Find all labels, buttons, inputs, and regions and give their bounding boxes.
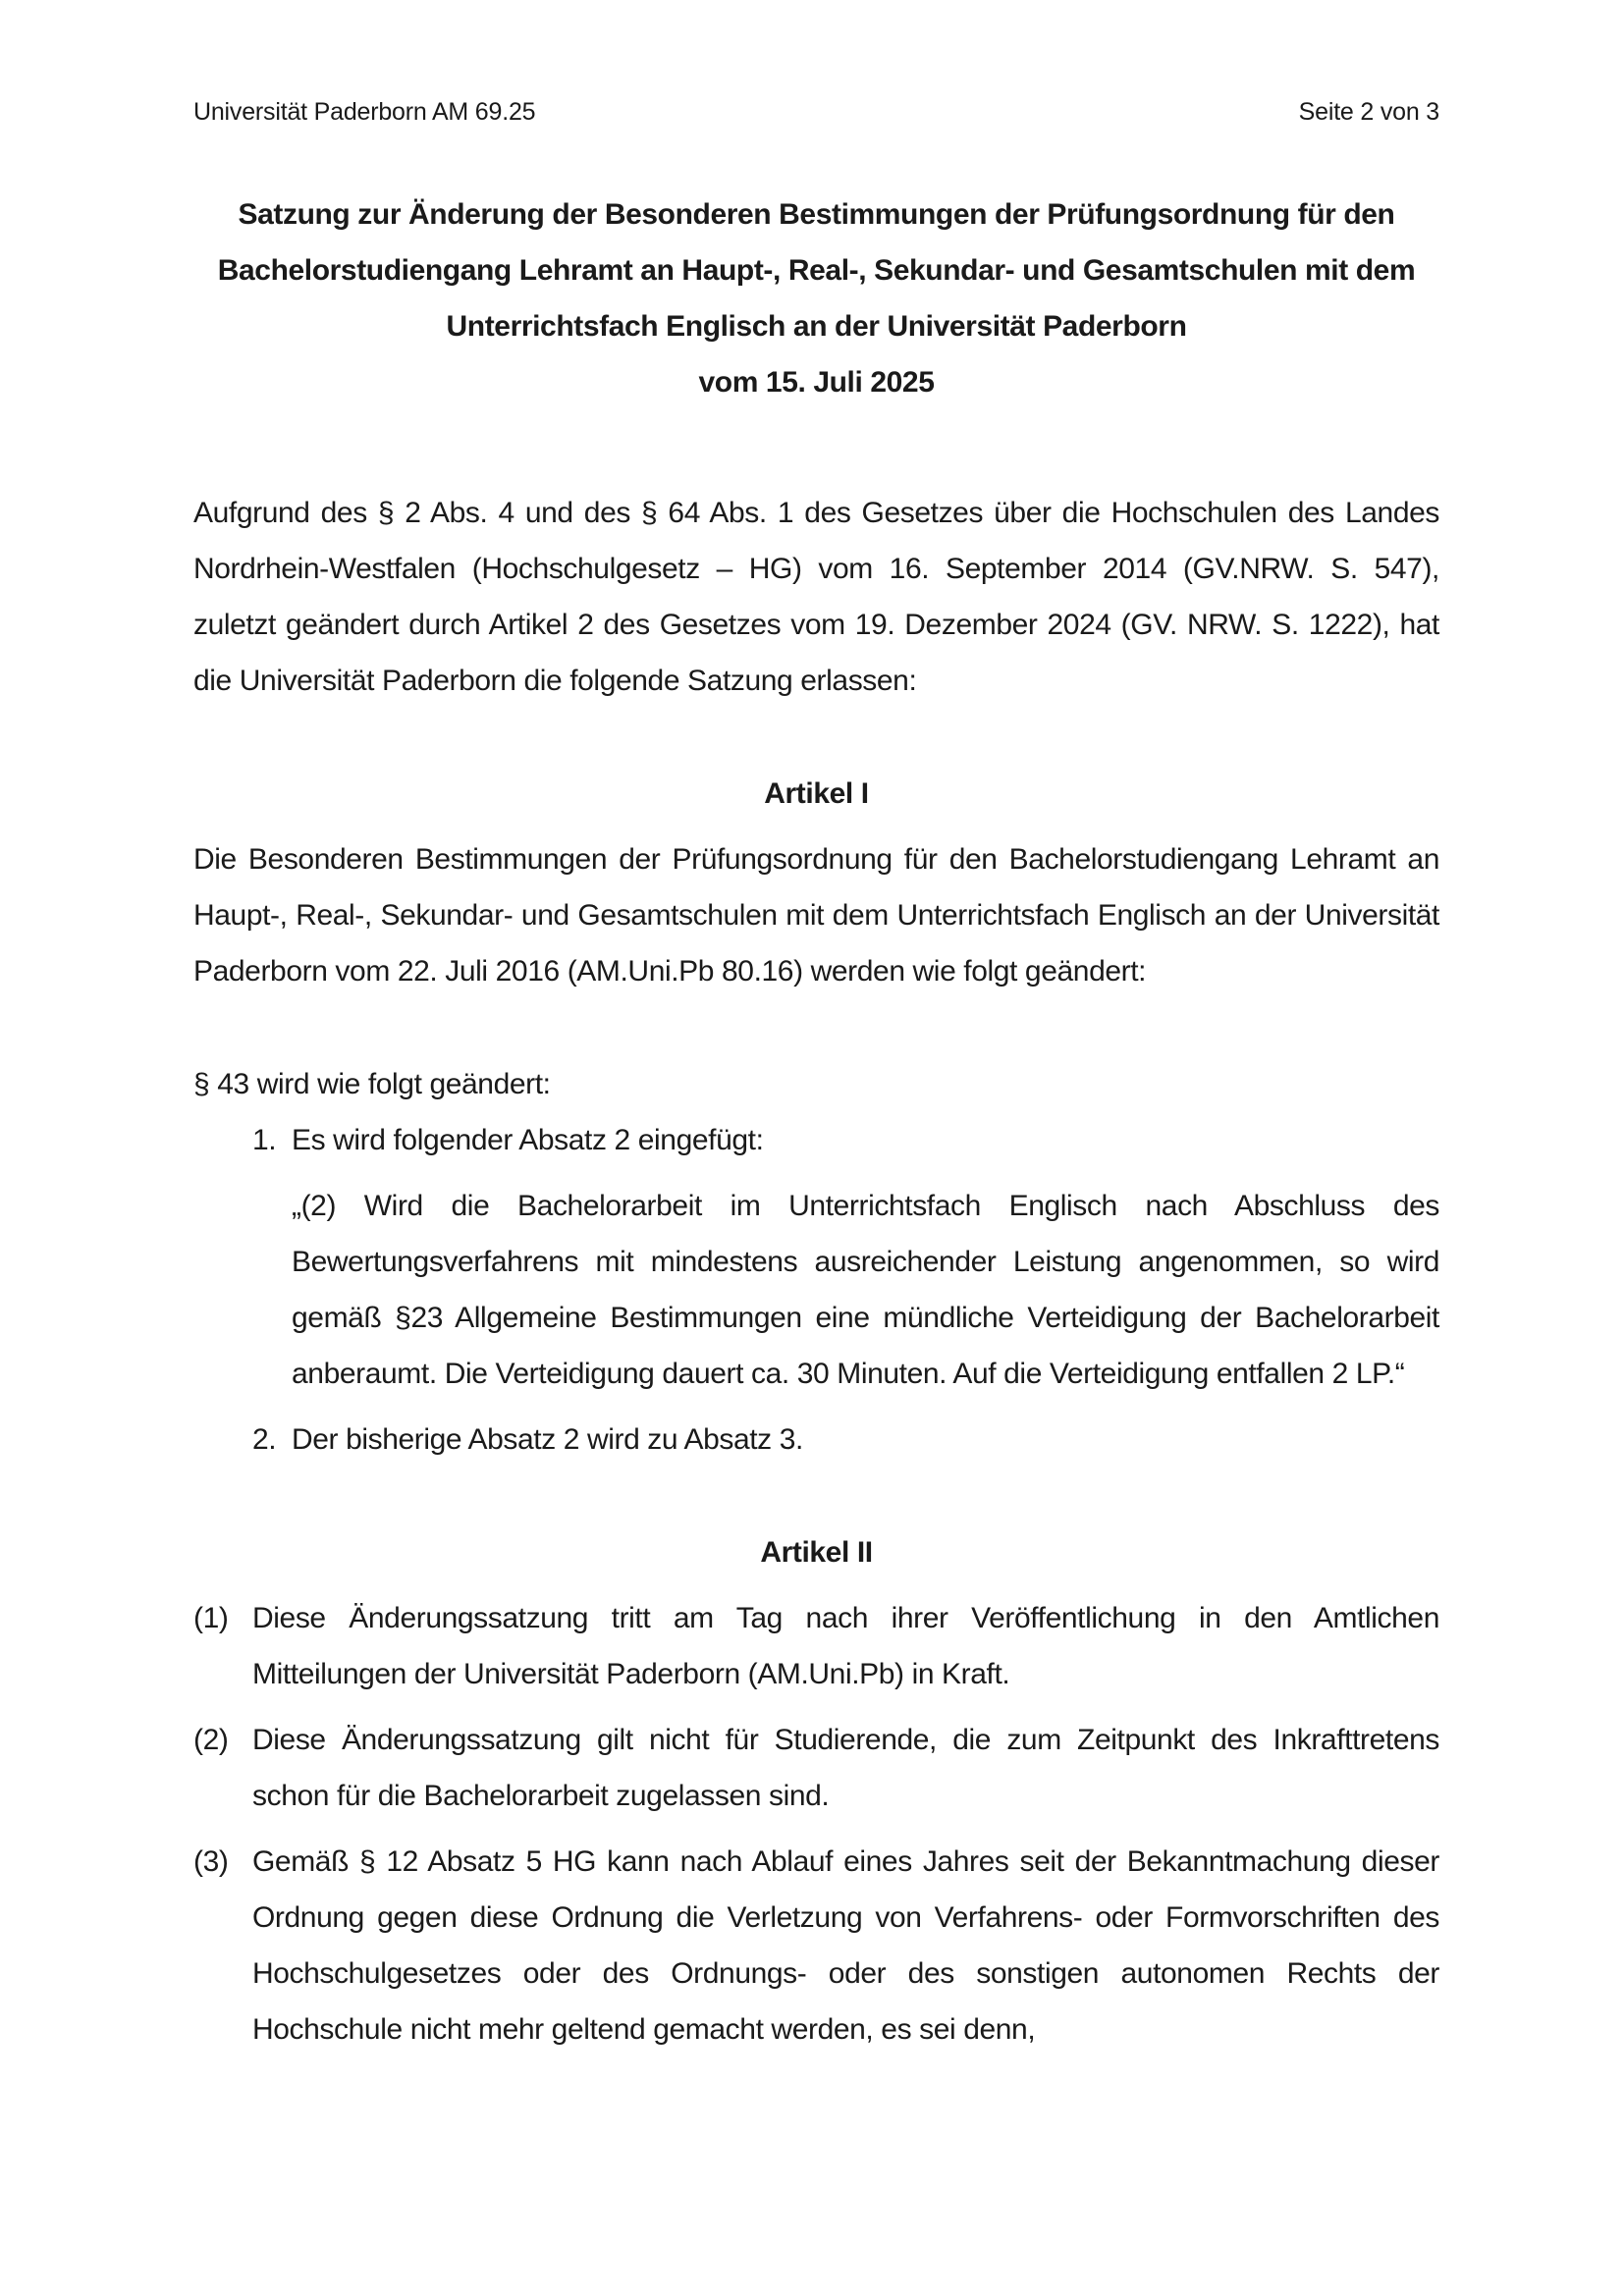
title-line-1: Satzung zur Änderung der Besonderen Bestimmungen der Prüfungsordnung für den xyxy=(238,198,1395,231)
document-body xyxy=(193,187,1439,2057)
artikel-2-paragraph xyxy=(193,1712,1439,1824)
list-item-number: 2. xyxy=(252,1423,277,1456)
paragraph-number: (2) xyxy=(193,1724,229,1756)
paragraph-number: (3) xyxy=(193,1845,229,1878)
preamble-paragraph: Aufgrund des § 2 Abs. 4 und des § 64 Abs. 1 des Gesetzes über die Hochschulen des Landes Nordrhein-Westfalen (Hochschulgesetz – HG) vom 16. September 2014 (GV.NRW. S. 547), zuletzt geändert durch Artikel 2 des Gesetzes vom 19. Dezember 2024 (GV. NRW. S. 1222), hat die Universität Paderborn die folgende Satzung erlassen: xyxy=(193,497,1439,697)
list-item xyxy=(193,1112,1439,1168)
artikel-2-paragraph xyxy=(193,1590,1439,1702)
inserted-paragraph-quote: „(2) Wird die Bachelorarbeit im Unterrichtsfach Englisch nach Abschluss des Bewertungsverfahrens mit mindestens ausreichender Leistung angenommen, so wird gemäß §23 Allgemeine Bestimmungen eine mündliche Verteidigung der Bachelorarbeit anberaumt. Die Verteidigung dauert ca. 30 Minuten. Auf die Verteidigung entfallen 2 LP.“ xyxy=(292,1190,1439,1390)
artikel-1-heading: Artikel I xyxy=(764,777,869,810)
list-item xyxy=(193,1412,1439,1468)
section-43-intro: § 43 wird wie folgt geändert: xyxy=(193,1068,551,1100)
page-header xyxy=(193,98,1439,127)
paragraph-text: Diese Änderungssatzung tritt am Tag nach ihrer Veröffentlichung in den Amtlichen Mitteilungen der Universität Paderborn (AM.Uni.Pb) in Kraft. xyxy=(252,1602,1439,1690)
paragraph-text: Diese Änderungssatzung gilt nicht für Studierende, die zum Zeitpunkt des Inkrafttretens schon für die Bachelorarbeit zugelassen sind. xyxy=(252,1724,1439,1812)
title-line-3: Unterrichtsfach Englisch an der Universität Paderborn xyxy=(446,310,1187,343)
document-date: vom 15. Juli 2025 xyxy=(698,366,935,399)
paragraph-number: (1) xyxy=(193,1602,229,1634)
header-document-id: Universität Paderborn AM 69.25 xyxy=(193,98,536,126)
title-line-2: Bachelorstudiengang Lehramt an Haupt-, Real-, Sekundar- und Gesamtschulen mit dem xyxy=(217,254,1416,287)
list-item-text: Der bisherige Absatz 2 wird zu Absatz 3. xyxy=(292,1423,803,1456)
artikel-2-heading: Artikel II xyxy=(760,1536,873,1569)
list-item-text: Es wird folgender Absatz 2 eingefügt: xyxy=(292,1124,764,1156)
paragraph-text: Gemäß § 12 Absatz 5 HG kann nach Ablauf eines Jahres seit der Bekanntmachung dieser Ordnung gegen diese Ordnung die Verletzung von Verfahrens- oder Formvorschriften des Hochschulgesetzes oder des Ordnungs- oder des sonstigen autonomen Rechts der Hochschule nicht mehr geltend gemacht werden, es sei denn, xyxy=(252,1845,1439,2046)
list-item-number: 1. xyxy=(252,1124,277,1156)
artikel-1-intro: Die Besonderen Bestimmungen der Prüfungsordnung für den Bachelorstudiengang Lehramt an Haupt-, Real-, Sekundar- und Gesamtschulen mit dem Unterrichtsfach Englisch an der Universität Paderborn vom 22. Juli 2016 (AM.Uni.Pb 80.16) werden wie folgt geändert: xyxy=(193,843,1439,988)
artikel-2-paragraph xyxy=(193,1834,1439,2057)
document-title xyxy=(193,187,1439,354)
header-page-number: Seite 2 von 3 xyxy=(1298,98,1439,126)
